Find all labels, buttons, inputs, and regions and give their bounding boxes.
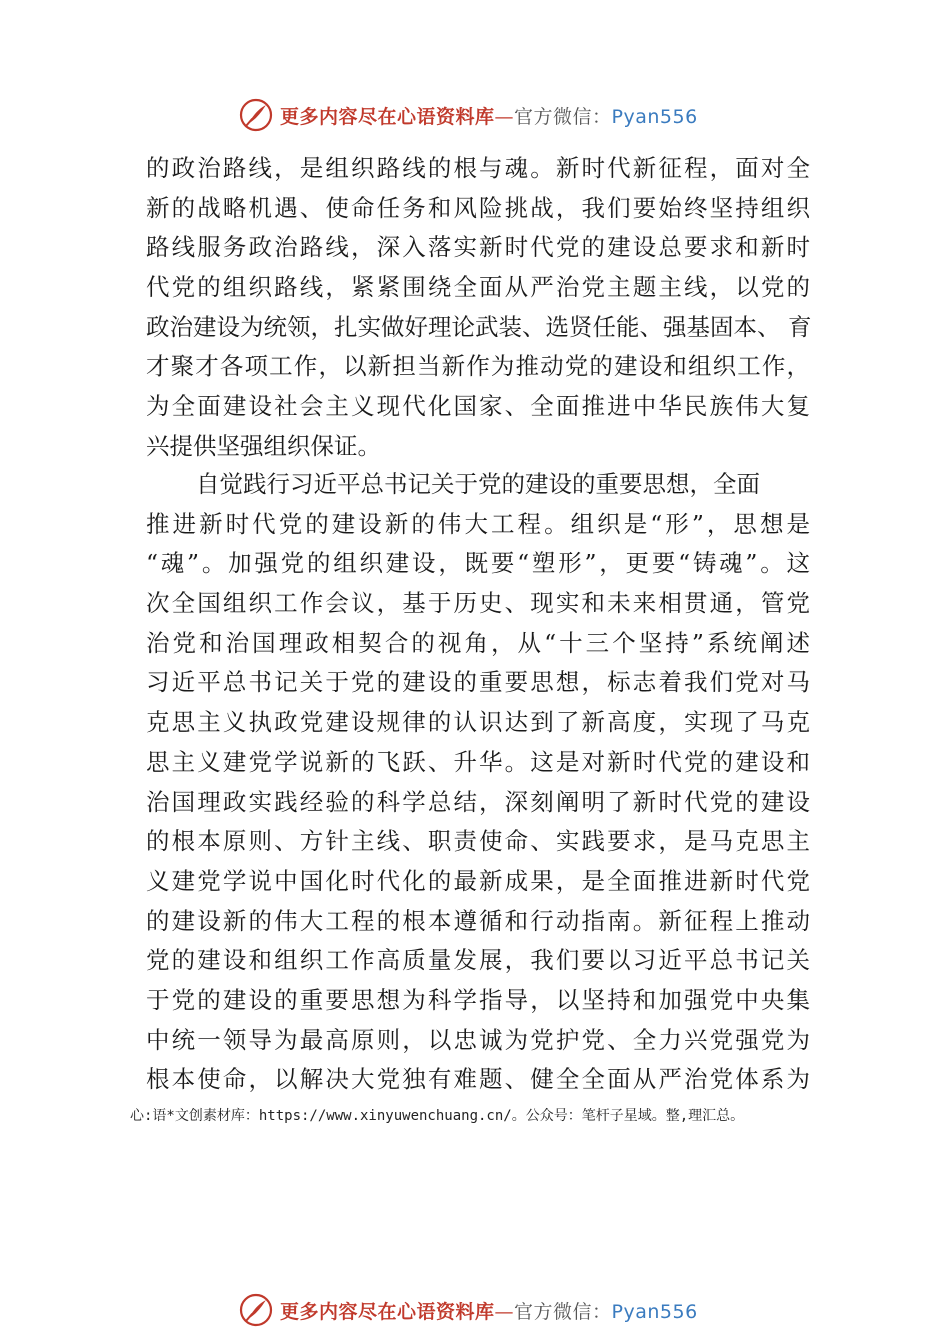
banner-wechat-label: 官方微信： (514, 105, 612, 128)
text-line: 克思主义执政党建设规律的认识达到了新高度，实现了马克 (146, 708, 810, 737)
text-line: 习近平总书记关于党的建设的重要思想，标志着我们党对马 (146, 668, 810, 697)
banner-wechat-label: 官方微信： (514, 1300, 612, 1323)
text-line: 根本使命，以解决大党独有难题、健全全面从严治党体系为 (146, 1065, 810, 1094)
source-footnote: 心:语*文创素材库：https://www.xinyuwenchuang.cn/。公众号：笔杆子星域。整,理汇总。 (130, 1108, 745, 1124)
text-line: 治党和治国理政相契合的视角，从“十三个坚持”系统阐述 (146, 628, 810, 657)
text-line: 才聚才各项工作，以新担当新作为推动党的建设和组织工作， (146, 352, 810, 381)
text-line: 思主义建党学说新的飞跃、升华。这是对新时代党的建设和 (146, 747, 810, 776)
text-line: 的建设新的伟大工程的根本遵循和行动指南。新征程上推动 (146, 906, 810, 935)
text-line: 政治建设为统领，扎实做好理论武装、选贤任能、强基固本、 育 (146, 312, 812, 341)
banner-separator: — (494, 105, 515, 128)
text-line: 于党的建设的重要思想为科学指导，以坚持和加强党中央集 (146, 985, 810, 1014)
text-line: 次全国组织工作会议，基于历史、现实和未来相贯通，管党 (146, 589, 810, 618)
text-line: 新的战略机遇、使命任务和风险挑战，我们要始终坚持组织 (146, 193, 810, 222)
text-line: 自觉践行习近平总书记关于党的建设的重要思想，全面 (196, 470, 760, 498)
banner-wechat-handle: Pyan556 (611, 105, 698, 128)
text-line: 为全面建设社会主义现代化国家、全面推进中华民族伟大复 (146, 392, 810, 421)
text-line: 中统一领导为最高原则，以忠诚为党护党、全力兴党强党为 (146, 1025, 810, 1054)
text-line: 义建党学说中国化时代化的最新成果，是全面推进新时代党 (146, 866, 810, 895)
paragraph-2 (146, 465, 810, 1100)
banner-site-name: 更多内容尽在心语资料库 (280, 1300, 495, 1323)
footer-banner (238, 1290, 758, 1330)
header-banner (238, 95, 758, 135)
text-line: “魂”。加强党的组织建设，既要“塑形”，更要“铸魂”。这 (146, 549, 810, 578)
text-line: 代党的组织路线，紧紧围绕全面从严治党主题主线，以党的 (146, 273, 810, 302)
feather-logo-icon (238, 97, 274, 133)
feather-logo-icon (238, 1292, 274, 1328)
text-line: 治国理政实践经验的科学总结，深刻阐明了新时代党的建设 (146, 787, 810, 816)
text-line: 的政治路线，是组织路线的根与魂。新时代新征程，面对全 (146, 154, 810, 182)
paragraph-1 (146, 149, 810, 467)
banner-text (280, 1297, 698, 1324)
banner-separator: — (494, 1300, 515, 1323)
text-line: 兴提供坚强组织保证。 (146, 431, 381, 460)
text-line: 党的建设和组织工作高质量发展，我们要以习近平总书记关 (146, 946, 810, 975)
text-line: 路线服务政治路线，深入落实新时代党的建设总要求和新时 (146, 233, 810, 262)
text-line: 推进新时代党的建设新的伟大工程。组织是“形”，思想是 (146, 509, 810, 538)
banner-wechat-handle: Pyan556 (611, 1300, 698, 1323)
banner-text (280, 102, 698, 129)
text-line: 的根本原则、方针主线、职责使命、实践要求，是马克思主 (146, 827, 810, 856)
banner-site-name: 更多内容尽在心语资料库 (280, 105, 495, 128)
